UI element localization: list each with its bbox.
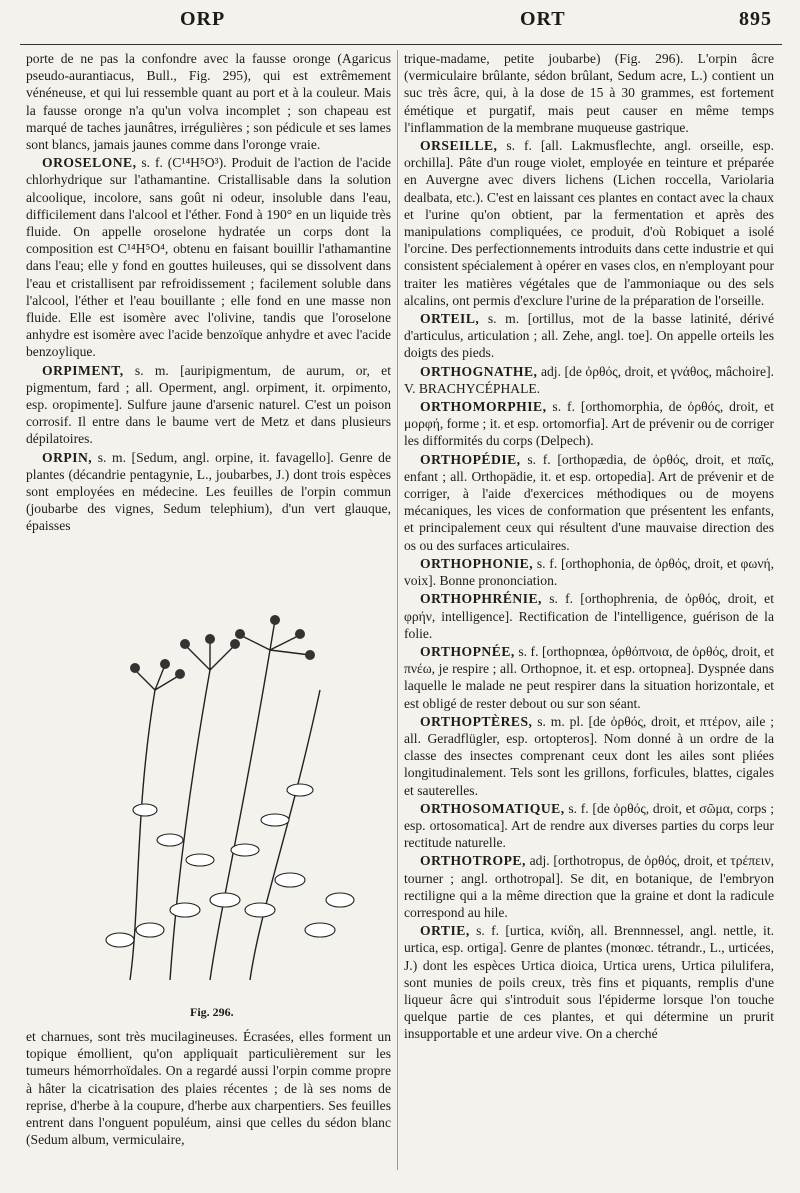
entry-orthophonie: [404, 555, 774, 589]
entry-body: s. f. [all. Lakmusflechte, angl. orseille, esp. orchilla]. Pâte d'un rouge violet, employée en teinture et préparée en Auvergne avec divers lichens (Lichen roccella, Variolaria dealbata, etc.). C'est en laissant ces plantes en contact avec la chaux et l'urine qu'on obtient, par la fermentation et après des manipulations compliquées, ce produit, d'où Robiquet a isolé l'orcine. Des perfectionnements introduits dans cette industrie et qui consistent spécialement à opérer en vases clos, en n'employant pour traiter les matières végétales que de l'ammoniaque ou des sels alcalins, ont permis d'exclure l'urine de la préparation de l'orseille.: [404, 138, 774, 308]
entry-body: s. m. pl. [de ὀρθός, droit, et πτέρον, aile ; all. Geradflügler, esp. ortopteros]. Nom donné à un ordre de la classe des insectes comprenant ceux dont les ailes sont pliées longitudinalement. Tels sont les grillons, forficules, blattes, cigales et sauterelles.: [404, 713, 774, 798]
entry-orthopedie: [404, 451, 774, 554]
left-paragraph-5: et charnues, sont très mucilagineuses. Écrasées, elles forment un topique émollient, qu'on appliquait particulièrement sur les tumeurs hémorrhoïdales. On a regardé aussi l'orpin comme propre à hâter la cicatrisation des plaies récentes ; de là ses noms de reprise, d'herbe à la coupure, d'herbe aux charpentiers. Ses feuilles entrent dans l'onguent populéum, ainsi que celles du sédon blanc (Sedum album, vermiculaire,: [26, 1029, 391, 1148]
headword: ORTIE,: [420, 923, 470, 939]
right-column: [404, 50, 774, 1044]
entry-orthotrope: [404, 852, 774, 921]
entry-body: s. f. [de ὀρθός, droit, et σῶμα, corps ; esp. ortosomatica]. Art de rendre aux diverses parties du corps leur rectitude naturelle.: [404, 800, 774, 851]
header-rule: [20, 44, 782, 45]
entry-body: adj. [de ὀρθός, droit, et γνάθος, mâchoire]. V. BRACHYCÉPHALE.: [404, 363, 774, 396]
sedum-illustration: [60, 610, 390, 990]
headword: OROSELONE,: [42, 155, 137, 171]
headword: ORSEILLE,: [420, 138, 498, 154]
headword: ORTHOPHONIE,: [420, 555, 534, 571]
entry-orteil: [404, 310, 774, 362]
headword: ORTHOTROPE,: [420, 853, 526, 869]
headword: ORTHOPÉDIE,: [420, 451, 521, 467]
left-paragraph-1: porte de ne pas la confondre avec la fausse oronge (Agaricus pseudo-aurantiacus, Bull., Fig. 295), qui est extrêmement vénéneuse, et qui lui ressemble quant au port et à la couleur. Mais la fausse oronge n'a qu'un volva incomplet ; son chapeau est marqué de taches jaunâtres, irrégulières ; son pédicule et ses lames sont blancs, jamais jaunes comme dans l'oronge vraie.: [26, 51, 391, 153]
page-number: 895: [739, 8, 772, 30]
entry-body: s. f. [orthophonia, de ὀρθός, droit, et φωνή, voix]. Bonne prononciation.: [404, 555, 774, 589]
entry-orthopteres: [404, 713, 774, 799]
left-column: [26, 50, 391, 536]
right-paragraph-1: trique-madame, petite joubarbe) (Fig. 296). L'orpin âcre (vermiculaire brûlante, sédon brûlant, Sedum acre, L.) contient un suc très âcre, qui, à la dose de 15 à 30 grammes, est fortement émétique et purgatif, mais peut causer en même temps l'inflammation de la membrane muqueuse gastrique.: [404, 51, 774, 135]
entry-orpiment: [26, 362, 391, 448]
entry-body: s. f. [orthophrenia, de ὀρθός, droit, et φρήν, intelligence]. Rectification de l'intelligence, guérison de la folie.: [404, 591, 774, 641]
entry-body: s. f. [orthomorphia, de ὀρθός, droit, et μορφή, forme ; it. et esp. ortomorfia]. Art de prévenir ou de corriger les difformités du corps (Delpech).: [404, 399, 774, 449]
entry-body: adj. [orthotropus, de ὀρθός, droit, et τρέπειν, tourner ; angl. orthotropal]. Se dit, en botanique, de l'embryon rectiligne qui a la même direction que la graine et dont la radicule correspond au hile.: [404, 853, 774, 920]
headword: ORTEIL,: [420, 311, 480, 327]
headword: ORPIN,: [42, 449, 93, 465]
entry-orpin: [26, 449, 391, 535]
running-head-left: ORP: [180, 8, 226, 30]
entry-ortie: [404, 922, 774, 1042]
headword: ORTHOMORPHIE,: [420, 399, 547, 415]
entry-body: s. m. [Sedum, angl. orpine, it. favagello]. Genre de plantes (décandrie pentagynie, L., joubarbes, J.) dont trois espèces sont employées en médecine. Les feuilles de l'orpin commun (joubarbe des vignes, Sedum telephium), d'un vert glauque, épaisses: [26, 449, 391, 534]
entry-orthophrenie: [404, 590, 774, 642]
page-header: [0, 8, 800, 42]
entry-oroselone: [26, 154, 391, 360]
headword: ORTHOSOMATIQUE,: [420, 800, 565, 816]
left-column-continued: [26, 1028, 391, 1148]
entry-orseille: [404, 137, 774, 309]
entry-body: s. f. (C¹⁴H⁵O³). Produit de l'action de l'acide chlorhydrique sur l'athamantine. Cristallisable dans la solution alcoolique, incolore, sans goût ni odeur, insoluble dans l'eau, difficilement dans l'alcool et l'éther. Fond à 190° en un liquide très fluide. On appelle oroselone hydratée un corps dont la composition est C¹⁴H⁵O⁴, obtenu en faisant bouillir l'athamantine dans l'eau; elle y fond en gouttes huileuses, qui se dissolvent dans l'eau et cristallisent par refroidissement ; facilement soluble dans l'alcool, l'éther et l'eau bouillante ; elle fond en une masse non fluide. Elle est isomère avec l'olivine, tandis que l'oroselone anhydre est isomère avec l'acide benzoïque anhydre et avec l'acide benzoylique.: [26, 155, 391, 360]
figure-caption: Fig. 296.: [190, 1005, 234, 1019]
entry-body: s. f. [orthopædia, de ὀρθός, droit, et παῖς, enfant ; all. Orthopädie, it. et esp. ortopedia]. Art de prévenir et de corriger, à l'aide d'exercices méthodiques ou de moyens mécaniques, les vices de conformation que présentent les enfants, et principalement ceux qui résultent d'une mauvaise direction des os ou des surfaces articulaires.: [404, 451, 774, 553]
entry-body: s. f. [orthopnœa, ὀρθόπνοια, de ὀρθός, droit, et πνέω, je respire ; all. Orthopnoe, it. et esp. ortopnea]. Dyspnée dans laquelle le malade ne peut respirer dans la situation horizontale, et est obligé de rester debout ou sur son séant.: [404, 643, 774, 711]
entry-orthosomatique: [404, 800, 774, 852]
headword: ORTHOPTÈRES,: [420, 713, 533, 729]
entry-orthomorphie: [404, 398, 774, 450]
headword: ORPIMENT,: [42, 362, 124, 378]
entry-orthopnee: [404, 643, 774, 712]
headword: ORTHOGNATHE,: [420, 363, 538, 379]
column-divider: [397, 50, 398, 1170]
entry-body: s. f. [urtica, κνίδη, all. Brennnessel, angl. nettle, it. urtica, esp. ortiga]. Genre de plantes (monœc. tétrandr., L., urticées, J.) dont les espèces Urtica dioica, Urtica urens, Urtica pilulifera, sont munies de poils creux, très fins et piquants, remplis d'une liqueur âcre qui s'introduit sous l'épiderme lorsque l'on touche quelque partie de ces plantes, et qui détermine un prurit insupportable et une ardeur vive. On a cherché: [404, 923, 774, 1042]
entry-orthognathe: [404, 363, 774, 397]
headword: ORTHOPHRÉNIE,: [420, 591, 542, 607]
entry-body: s. m. [ortillus, mot de la basse latinité, dérivé d'articulus, articulation ; all. Zehe, angl. toe]. On appelle orteils les doigts des pieds.: [404, 311, 774, 361]
headword: ORTHOPNÉE,: [420, 643, 515, 659]
entry-body: s. m. [auripigmentum, de aurum, or, et pigmentum, fard ; all. Operment, angl. orpiment, it. orpimento, esp. oropimente]. Sulfure jaune d'arsenic naturel. C'est un poison corrosif. Il entre dans le baume vert de Metz et dans plusieurs dépilatoires.: [26, 362, 391, 447]
running-head-center: ORT: [520, 8, 566, 30]
